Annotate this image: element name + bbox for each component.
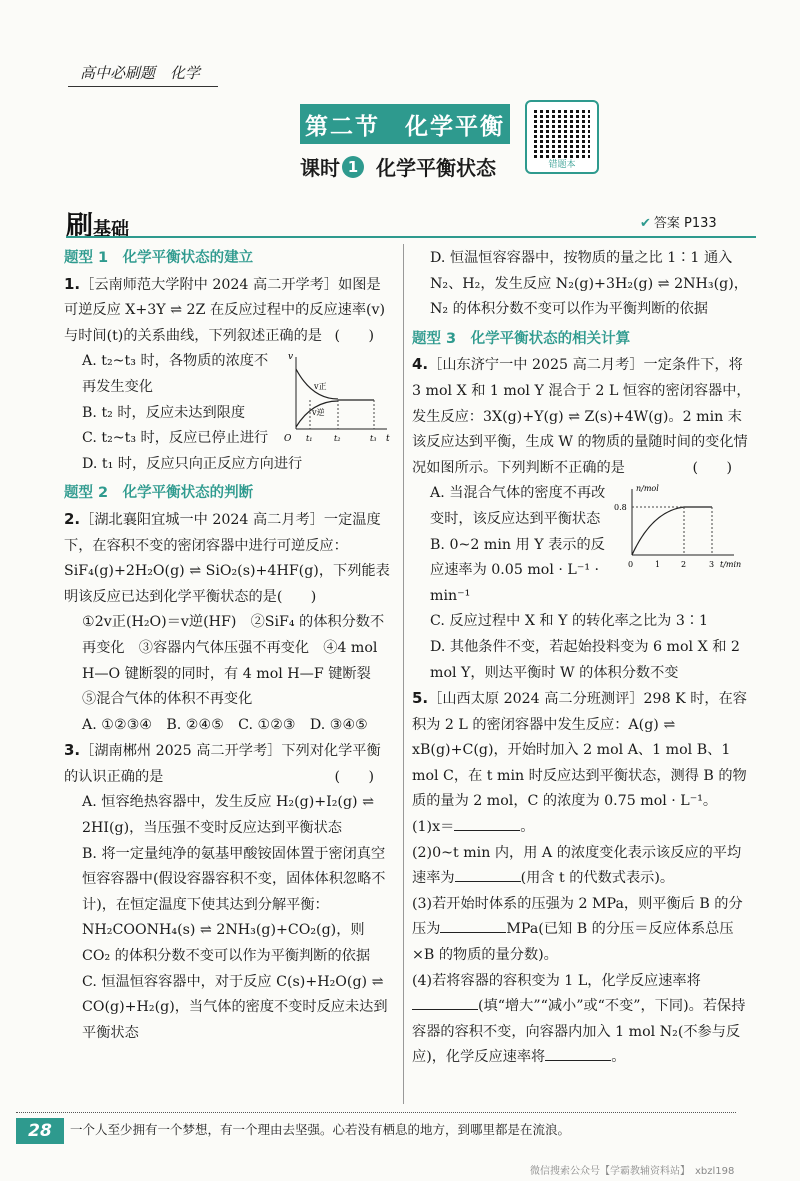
answer-reference [640,212,717,231]
lesson-number-badge: 1 [342,156,364,178]
q1-axis-v: v [288,352,294,363]
q4-options-block [412,481,752,686]
q5-part-3: (3)若开始时体系的压强为 2 MPa，则平衡后 B 的分压为 MPa(已知 B 的分压＝反应体系总压×B 的物质的量分数)。 [412,895,743,964]
footer-rule [16,1112,736,1113]
q3-option-d: D. 恒温恒容容器中，按物质的量之比 1∶1 通入 N₂、H₂，发生反应 N₂(g)+3H₂(g) ⇌ 2NH₃(g)，N₂ 的体积分数不变可以作为平衡判断的依据 [430,250,748,318]
logo-big: 刷 [66,211,93,242]
q4-option-b: B. 0~2 min 用 Y 表示的反应速率为 0.05 mol · L⁻¹ · min⁻¹ [430,536,605,604]
q4-axis-x: t/min [720,560,742,570]
answer-blank[interactable] [454,816,520,831]
q4-tick-08: 0.8 [614,503,627,513]
column-divider [403,244,404,1104]
q1-options-block [64,349,394,477]
q4-tick-3: 3 [709,560,715,570]
q4-option-a: A. 当混合气体的密度不再改变时，该反应达到平衡状态 [430,485,606,527]
q5-part-2: (2)0~t min 内，用 A 的浓度变化表示该反应的平均速率为 (用含 t 的代数式表示)。 [412,844,742,887]
q4-tick-2: 2 [681,560,687,570]
section-title: 第二节 化学平衡 [300,104,510,144]
q2-options: A. ①②③④ B. ②④⑤ C. ①②③ D. ③④⑤ [82,716,368,733]
footer-motto: 一个人至少拥有一个梦想，有一个理由去坚强。心若没有栖息的地方，到哪里都是在流浪。 [70,1122,571,1137]
q4-amount-graph [612,481,747,573]
q3-option-c: C. 恒温恒容容器中，对于反应 C(s)+H₂O(g) ⇌ CO(g)+H₂(g)，当气体的密度不变时反应未达到平衡状态 [82,973,388,1041]
answer-blank[interactable] [412,995,478,1010]
page-number: 28 [16,1118,64,1144]
q4-option-d: D. 其他条件不变，若起始投料变为 6 mol X 和 2 mol Y，则达平衡时 W 的体积分数不变 [430,638,740,681]
question-5: 5.［山西太原 2024 高二分班测评］298 K 时，在容积为 2 L 的密闭容器中发生反应：A(g) ⇌ xB(g)+C(g)，开始时加入 2 mol A、1 mol B、1 mol C，在 t min 时反应达到平衡状态，测得 B 的物质的量为 2 mol，C 的浓度为 0.75 mol · L⁻¹。 [412,689,747,810]
q1-tick-t1: t₁ [306,434,313,444]
right-column [412,246,752,1071]
q1-axis-t: t [386,434,390,445]
check-icon: ✔ [640,216,651,231]
q1-option-b: B. t₂ 时，反应未达到限度 [82,404,246,421]
qr-label: 错题本 [548,160,576,170]
q1-tick-t3: t₃ [370,434,377,444]
question-2: 2.［湖北襄阳宜城一中 2024 高二月考］一定温度下，在容积不变的密闭容器中进行可逆反应：SiF₄(g)+2H₂O(g) ⇌ SiO₂(s)+4HF(g)，下列能表明该反应已达到化学平衡状态的是( ) [64,509,390,605]
lesson-prefix: 课时 [300,156,340,180]
q1-tick-t2: t₂ [334,434,341,444]
q1-rate-graph [282,349,394,445]
question-3: 3.［湖南郴州 2025 高二开学考］下列对化学平衡的认识正确的是 ( ) [64,741,381,785]
q5-part-1: (1)x＝ 。 [412,815,752,841]
type-heading-2: 题型 2 化学平衡状态的判断 [64,485,254,502]
q1-origin: O [284,434,292,445]
q5-part-4: (4)若将容器的容积变为 1 L，化学反应速率将(填“增大”“减小”或“不变”，下同)。若保持容器的容积不变，向容器内加入 1 mol N₂(不参与反应)，化学反应速率将 。 [412,972,746,1066]
type-heading-3: 题型 3 化学平衡状态的相关计算 [412,330,631,347]
answer-blank[interactable] [440,918,506,933]
watermark-text: 微信搜索公众号【学霸教辅资料站】 xbzl198 [530,1166,735,1177]
q4-axis-y: n/mol [636,484,659,494]
qr-code-icon [525,100,599,174]
header-rule [68,86,218,87]
answer-blank[interactable] [455,867,521,882]
lesson-name: 化学平衡状态 [376,156,496,180]
left-column [64,246,394,1046]
q1-option-d: D. t₁ 时，反应只向正反应方向进行 [82,455,303,472]
lesson-title [300,152,520,181]
running-header: 高中必刷题 化学 [80,64,201,82]
answer-blank[interactable] [545,1046,611,1061]
q1-option-a: A. t₂~t₃ 时，各物质的浓度不再发生变化 [82,353,269,395]
q4-tick-0: 0 [628,560,634,570]
answer-ref-text: 答案 P133 [653,216,717,231]
question-1: 1.［云南师范大学附中 2024 高二开学考］如图是可逆反应 X+3Y ⇌ 2Z 在反应过程中的反应速率(v)与时间(t)的关系曲线，下列叙述正确的是 ( ) [64,274,386,344]
q3-option-b: B. 将一定量纯净的氨基甲酸铵固体置于密闭真空恒容容器中(假设容器容积不变，固体体积忽略不计)，在恒定温度下使其达到分解平衡：NH₂COONH₄(s) ⇌ 2NH₃(g)+CO₂(g)，则 CO₂ 的体积分数不变可以作为平衡判断的依据 [82,845,386,965]
q1-option-c: C. t₂~t₃ 时，反应已停止进行 [82,430,269,447]
q3-option-a: A. 恒容绝热容器中，发生反应 H₂(g)+I₂(g) ⇌ 2HI(g)，当压强不变时反应达到平衡状态 [82,794,374,837]
q4-tick-1: 1 [655,560,661,570]
logo-rule [66,236,756,238]
q1-label-vz: v正 [314,382,327,392]
logo-small: 基础 [93,219,129,240]
q1-label-vn: v逆 [312,408,325,418]
question-4: 4.［山东济宁一中 2025 高二月考］一定条件下，将 3 mol X 和 1 mol Y 混合于 2 L 恒容的密闭容器中，发生反应：3X(g)+Y(g) ⇌ Z(s)+4W(g)。2 min 末该反应达到平衡，生成 W 的物质的量随时间的变化情况如图所示。下列判断不正确的是 ( ) [412,355,751,476]
q2-statements: ①2v正(H₂O)＝v逆(HF) ②SiF₄ 的体积分数不再变化 ③容器内气体压强不再变化 ④4 mol H—O 键断裂的同时，有 4 mol H—F 键断裂 ⑤混合气体的体积不再变化 [82,614,385,708]
q4-option-c: C. 反应过程中 X 和 Y 的转化率之比为 3∶1 [430,613,709,630]
type-heading-1: 题型 1 化学平衡状态的建立 [64,250,254,266]
